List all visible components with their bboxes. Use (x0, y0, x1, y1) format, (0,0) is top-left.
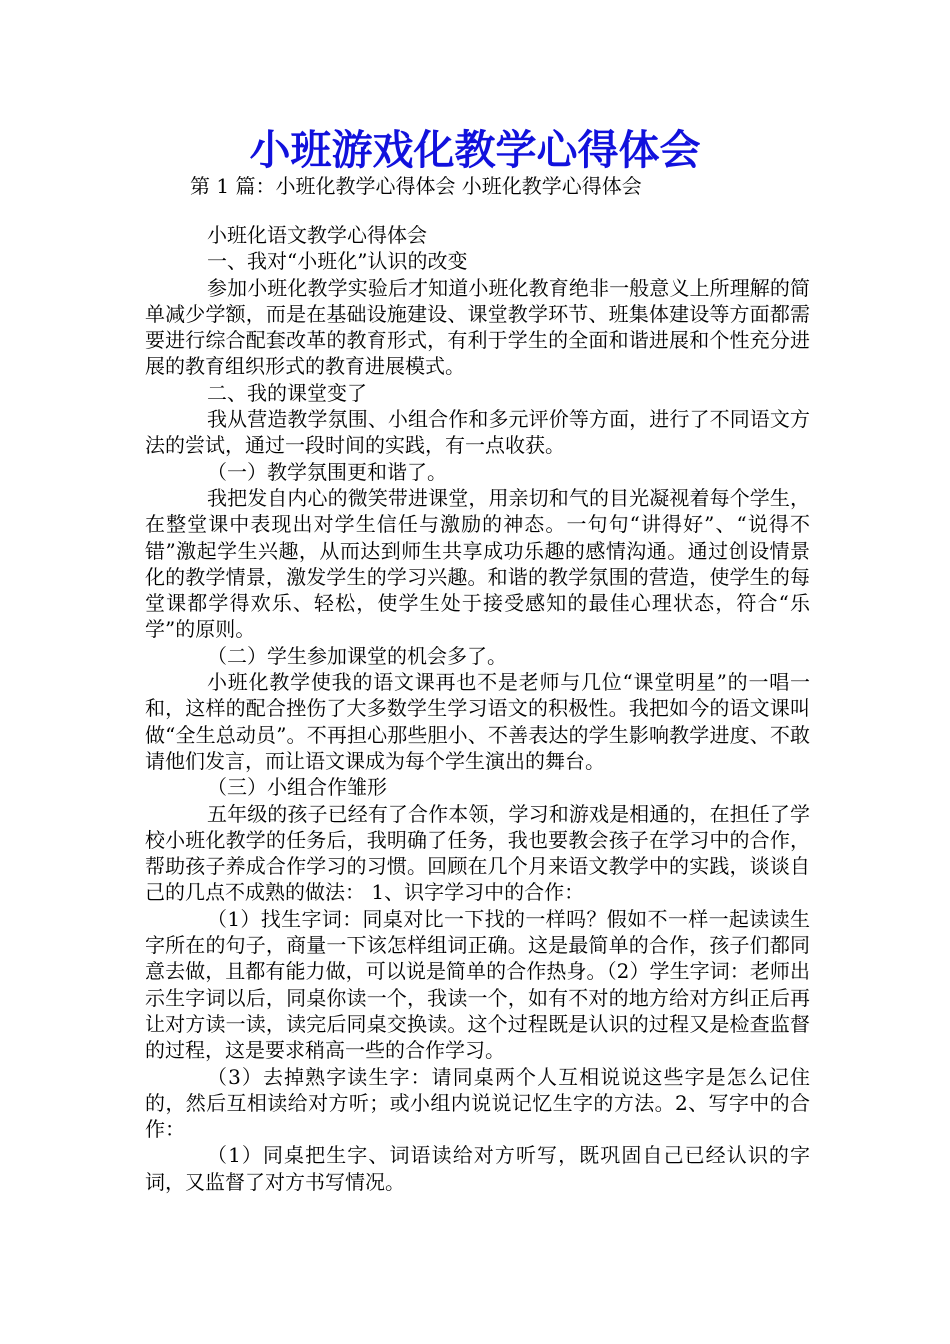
paragraph: （二）学生参加课堂的机会多了。 (207, 643, 507, 668)
paragraph: （三）小组合作雏形 (207, 775, 387, 800)
paragraph: 我从营造教学氛围、小组合作和多元评价等方面，进行了不同语文方法的尝试，通过一段时间的实践，有一点收获。 (145, 407, 810, 458)
paragraph: 二、我的课堂变了 (207, 380, 367, 405)
paragraph: 一、我对“小班化”认识的改变 (207, 249, 468, 274)
paragraph: 五年级的孩子已经有了合作本领，学习和游戏是相通的，在担任了学校小班化教学的任务后，我明确了任务，我也要教会孩子在学习中的合作，帮助孩子养成合作学习的习惯。回顾在几个月来语文教学中的实践，谈谈自己的几点不成熟的做法： 1、识字学习中的合作： (145, 801, 810, 905)
document-body (145, 222, 810, 1195)
paragraph: （一）教学氛围更和谐了。 (207, 459, 447, 484)
paragraph: （3）去掉熟字读生字：请同桌两个人互相说说这些字是怎么记住的，然后互相读给对方听；或小组内说说记忆生字的方法。2、写字中的合作： (145, 1064, 810, 1142)
paragraph: 小班化语文教学心得体会 (207, 223, 427, 247)
paragraph: （1）找生字词：同桌对比一下找的一样吗？假如不一样一起读读生字所在的句子，商量一下该怎样组词正确。这是最简单的合作，孩子们都同意去做，且都有能力做，可以说是简单的合作热身。（2）学生字词：老师出示生字词以后，同桌你读一个，我读一个，如有不对的地方给对方纠正后再让对方读一读，读完后同桌交换读。这个过程既是认识的过程又是检查监督的过程，这是要求稍高一些的合作学习。 (145, 906, 810, 1063)
paragraph: （1）同桌把生字、词语读给对方听写，既巩固自己已经认识的字词，又监督了对方书写情况。 (145, 1143, 810, 1194)
paragraph: 小班化教学使我的语文课再也不是老师与几位“课堂明星”的一唱一和，这样的配合挫伤了大多数学生学习语文的积极性。我把如今的语文课叫做“全生总动员”。不再担心那些胆小、不善表达的学生影响教学进度、不敢请他们发言，而让语文课成为每个学生演出的舞台。 (145, 670, 810, 773)
paragraph: 参加小班化教学实验后才知道小班化教育绝非一般意义上所理解的简单减少学额，而是在基础设施建设、课堂教学环节、班集体建设等方面都需要进行综合配套改革的教育形式，有利于学生的全面和谐进展和个性充分进展的教育组织形式的教育进展模式。 (145, 275, 810, 379)
document-title: 小班游戏化教学心得体会 (249, 126, 701, 174)
document-subtitle: 第 1 篇：小班化教学心得体会 小班化教学心得体会 (190, 174, 642, 198)
paragraph: 我把发自内心的微笑带进课堂，用亲切和气的目光凝视着每个学生，在整堂课中表现出对学生信任与激励的神态。一句句“讲得好”、“说得不错”激起学生兴趣，从而达到师生共享成功乐趣的感情沟通。通过创设情景化的教学情景，激发学生的学习兴趣。和谐的教学氛围的营造，使学生的每堂课都学得欢乐、轻松，使学生处于接受感知的最佳心理状态，符合“乐学”的原则。 (145, 485, 810, 642)
